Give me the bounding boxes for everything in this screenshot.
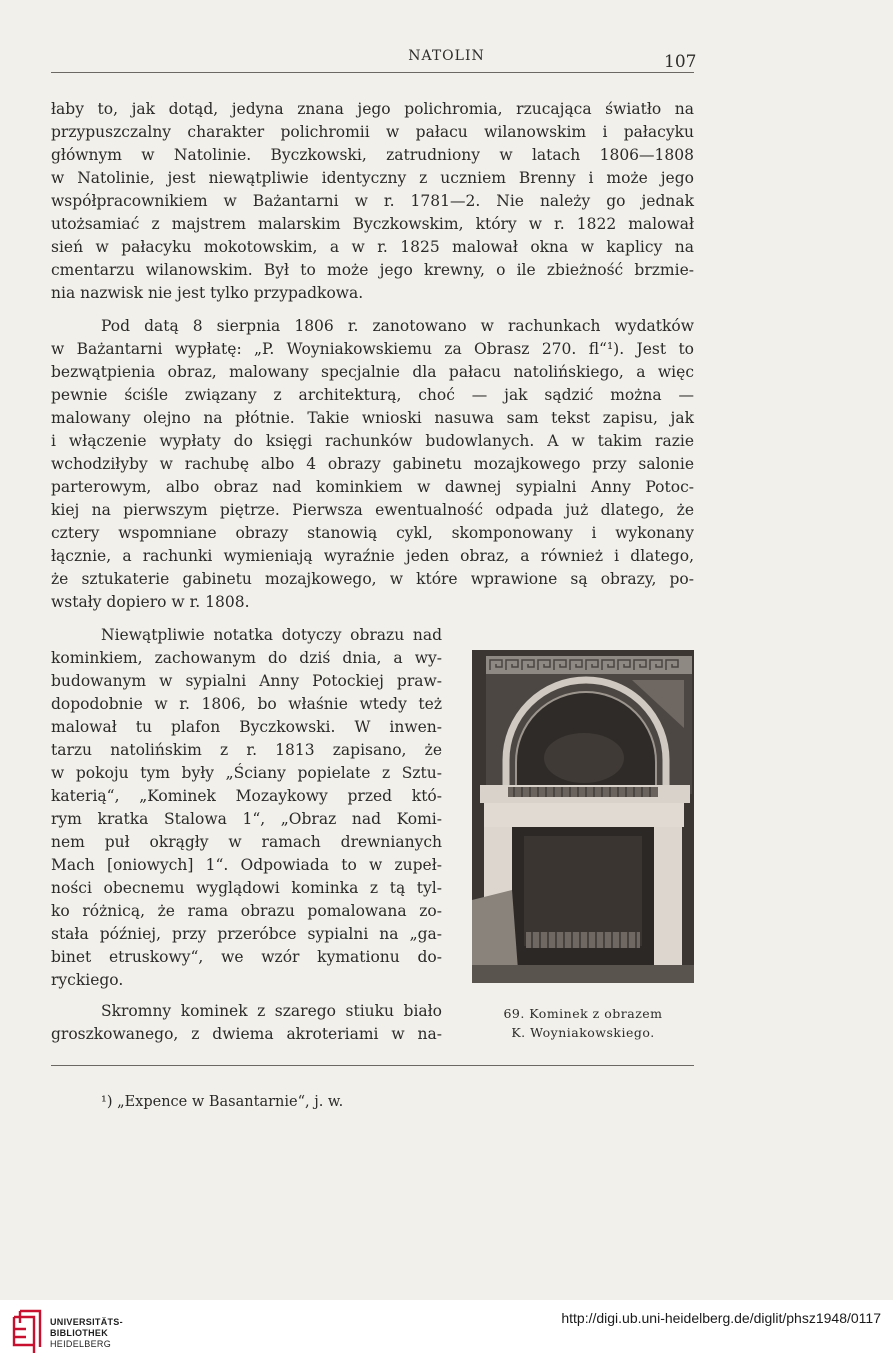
- text-line: dopodobnie w r. 1806, bo właśnie wtedy też: [51, 695, 442, 713]
- text-line: malowany olejno na płótnie. Takie wnioski nasuwa sam tekst zapisu, jak: [51, 409, 694, 427]
- page-number: 107: [664, 52, 697, 72]
- text-line: wchodziłyby w rachubę albo 4 obrazy gabinetu mozajkowego przy salonie: [51, 455, 694, 473]
- text-line: łącznie, a rachunki wymieniają wyraźnie jeden obraz, a również i dlatego,: [51, 547, 694, 565]
- library-logo-text-line-3: HEIDELBERG: [50, 1339, 112, 1349]
- text-line: budowanym w sypialni Anny Potockiej praw-: [51, 672, 442, 690]
- text-line: głównym w Natolinie. Byczkowski, zatrudniony w latach 1806—1808: [51, 146, 694, 164]
- text-line: Niewątpliwie notatka dotyczy obrazu nad: [101, 626, 442, 644]
- text-line: binet etruskowy“, we wzór kymationu do-: [51, 948, 442, 966]
- text-line: cztery wspomniane obrazy stanowią cykl, skomponowany i wykonany: [51, 524, 694, 542]
- fireplace-photograph: [472, 650, 694, 983]
- text-line: współpracownikiem w Bażantarni w r. 1781—2. Nie należy go jednak: [51, 192, 694, 210]
- text-line: tarzu natolińskim z r. 1813 zapisano, że: [51, 741, 442, 759]
- text-line: groszkowanego, z dwiema akroteriami w na-: [51, 1025, 442, 1043]
- text-line: łaby to, jak dotąd, jedyna znana jego polichromia, rzucająca światło na: [51, 100, 694, 118]
- library-logo-text-line-2: BIBLIOTHEK: [50, 1328, 108, 1338]
- text-line: cmentarzu wilanowskim. Był to może jego krewny, o ile zbieżność brzmie-: [51, 261, 694, 279]
- text-line: i włączenie wypłaty do księgi rachunków budowlanych. A w takim razie: [51, 432, 694, 450]
- text-line: malował tu plafon Byczkowski. W inwen-: [51, 718, 442, 736]
- library-logo-text-line-1: UNIVERSITÄTS-: [50, 1317, 123, 1327]
- text-line: nia nazwisk nie jest tylko przypadkowa.: [51, 284, 364, 302]
- text-line: w Bażantarni wypłatę: „P. Woyniakowskiemu za Obrasz 270. fl“¹). Jest to: [51, 340, 694, 358]
- text-line: Mach [oniowych] 1“. Odpowiada to w zupeł-: [51, 856, 442, 874]
- running-title: NATOLIN: [408, 48, 485, 64]
- source-url-link[interactable]: http://digi.ub.uni-heidelberg.de/diglit/phsz1948/0117: [561, 1310, 881, 1326]
- text-line: wstały dopiero w r. 1808.: [51, 593, 250, 611]
- figure-caption-line-1: 69. Kominek z obrazem: [503, 1006, 663, 1021]
- text-line: w Natolinie, jest niewątpliwie identyczny z uczniem Brenny i może jego: [51, 169, 694, 187]
- text-line: kominkiem, zachowanym do dziś dnia, a wy-: [51, 649, 442, 667]
- text-line: ności obecnemu wyglądowi kominka z tą tyl-: [51, 879, 442, 897]
- text-line: przypuszczalny charakter polichromii w pałacu wilanowskim i pałacyku: [51, 123, 694, 141]
- text-line: ko różnicą, że rama obrazu pomalowana zo-: [51, 902, 442, 920]
- text-line: stała później, przy przeróbce sypialni na „ga-: [51, 925, 442, 943]
- text-line: nem puł okrągły w ramach drewnianych: [51, 833, 442, 851]
- text-line: że sztukaterie gabinetu mozajkowego, w które wprawione są obrazy, po-: [51, 570, 694, 588]
- text-line: rym kratka Stalowa 1“, „Obraz nad Komi-: [51, 810, 442, 828]
- text-line: katerią“, „Kominek Mozaykowy przed któ-: [51, 787, 442, 805]
- footnote: ¹) „Expence w Basantarnie“, j. w.: [101, 1094, 344, 1110]
- text-line: bezwątpienia obraz, malowany specjalnie dla pałacu natolińskiego, a więc: [51, 363, 694, 381]
- figure-caption-line-2: K. Woyniakowskiego.: [511, 1025, 655, 1040]
- fireplace-illustration: [472, 650, 694, 983]
- text-line: sień w pałacyku mokotowskim, a w r. 1825 malował okna w kaplicy na: [51, 238, 694, 256]
- header-rule: [51, 72, 694, 73]
- text-line: pewnie ściśle związany z architekturą, choć — jak sądzić można —: [51, 386, 694, 404]
- library-logo-icon: [10, 1309, 44, 1357]
- text-line: w pokoju tym były „Ściany popielate z Sztu-: [51, 764, 442, 782]
- text-line: utożsamiać z majstrem malarskim Byczkowskim, który w r. 1822 malował: [51, 215, 694, 233]
- text-line: Skromny kominek z szarego stiuku biało: [101, 1002, 442, 1020]
- footnote-rule: [51, 1065, 694, 1066]
- text-line: ryckiego.: [51, 971, 124, 989]
- text-line: Pod datą 8 sierpnia 1806 r. zanotowano w rachunkach wydatków: [101, 317, 694, 335]
- text-line: kiej na pierwszym piętrze. Pierwsza ewentualność odpada już dlatego, że: [51, 501, 694, 519]
- text-line: parterowym, albo obraz nad kominkiem w dawnej sypialni Anny Potoc-: [51, 478, 694, 496]
